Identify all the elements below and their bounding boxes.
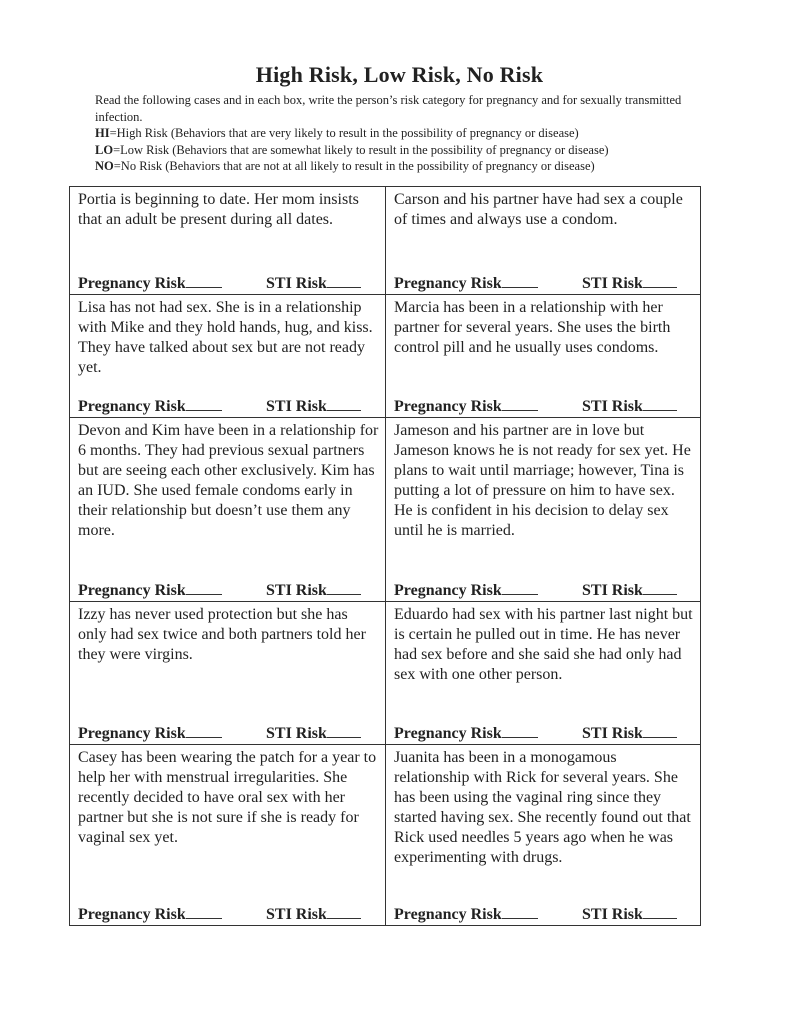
pregnancy-risk-label: Pregnancy Risk	[78, 398, 186, 415]
case-cell-izzy	[70, 602, 385, 744]
pregnancy-risk-blank[interactable]	[502, 398, 538, 411]
category-no-text: =No Risk (Behaviors that are not at all likely to result in the possibility of pregnancy or disease)	[113, 159, 595, 173]
case-cell-marcia	[385, 295, 700, 417]
pregnancy-risk-blank[interactable]	[186, 906, 222, 919]
risk-answer-line[interactable]	[78, 906, 381, 924]
case-row	[70, 294, 700, 417]
case-row	[70, 417, 700, 601]
pregnancy-risk-label: Pregnancy Risk	[78, 725, 186, 742]
risk-answer-line[interactable]	[78, 725, 381, 743]
sti-risk-blank[interactable]	[327, 582, 361, 595]
sti-risk-label: STI Risk	[582, 725, 643, 742]
pregnancy-risk-blank[interactable]	[186, 725, 222, 738]
case-text: Eduardo had sex with his partner last night but is certain he pulled out in time. He has never had sex before and she said she had only had sex with one other person.	[394, 606, 693, 683]
risk-answer-line[interactable]	[394, 906, 696, 924]
pregnancy-risk-blank[interactable]	[186, 582, 222, 595]
sti-risk-blank[interactable]	[327, 725, 361, 738]
sti-risk-label: STI Risk	[582, 275, 643, 292]
case-cell-portia	[70, 187, 385, 294]
risk-answer-line[interactable]	[78, 582, 381, 600]
case-text: Devon and Kim have been in a relationship for 6 months. They had previous sexual partners but are seeing each other exclusively. Kim has an IUD. She used female condoms early in their relationship but doesn’t use them any more.	[78, 422, 379, 539]
sti-risk-blank[interactable]	[643, 398, 677, 411]
sti-risk-blank[interactable]	[643, 275, 677, 288]
case-cell-casey	[70, 745, 385, 925]
sti-risk-blank[interactable]	[643, 725, 677, 738]
case-cell-juanita	[385, 745, 700, 925]
pregnancy-risk-label: Pregnancy Risk	[394, 582, 502, 599]
pregnancy-risk-blank[interactable]	[502, 582, 538, 595]
category-hi	[95, 125, 715, 142]
sti-risk-label: STI Risk	[582, 906, 643, 923]
sti-risk-label: STI Risk	[266, 398, 327, 415]
case-row	[70, 744, 700, 925]
case-text: Izzy has never used protection but she has only had sex twice and both partners told her they were virgins.	[78, 606, 366, 663]
case-cell-jameson	[385, 418, 700, 601]
case-cell-lisa	[70, 295, 385, 417]
category-lo-code: LO	[95, 142, 114, 157]
category-no	[95, 158, 715, 175]
pregnancy-risk-label: Pregnancy Risk	[78, 582, 186, 599]
pregnancy-risk-label: Pregnancy Risk	[78, 906, 186, 923]
pregnancy-risk-label: Pregnancy Risk	[78, 275, 186, 292]
instructions-intro: Read the following cases and in each box, write the person’s risk category for pregnancy and for sexually transmitted infection.	[95, 93, 682, 124]
case-row	[70, 601, 700, 744]
case-text: Jameson and his partner are in love but Jameson knows he is not ready for sex yet. He plans to wait until marriage; however, Tina is putting a lot of pressure on him to have sex. He is confident in his decision to delay sex until he is married.	[394, 422, 691, 539]
pregnancy-risk-blank[interactable]	[186, 275, 222, 288]
risk-answer-line[interactable]	[394, 582, 696, 600]
category-hi-code: HI	[95, 126, 110, 140]
sti-risk-label: STI Risk	[582, 582, 643, 599]
sti-risk-blank[interactable]	[643, 582, 677, 595]
category-lo-text: =Low Risk (Behaviors that are somewhat likely to result in the possibility of pregnancy or disease)	[113, 142, 609, 157]
category-lo	[95, 142, 715, 159]
sti-risk-label: STI Risk	[266, 906, 327, 923]
case-text: Lisa has not had sex. She is in a relationship with Mike and they hold hands, hug, and kiss. They have talked about sex but are not ready yet.	[78, 299, 373, 376]
sti-risk-blank[interactable]	[327, 275, 361, 288]
pregnancy-risk-label: Pregnancy Risk	[394, 275, 502, 292]
pregnancy-risk-blank[interactable]	[502, 725, 538, 738]
worksheet-title: High Risk, Low Risk, No Risk	[255, 62, 544, 87]
case-text: Marcia has been in a relationship with her partner for several years. She uses the birth control pill and he usually uses condoms.	[394, 299, 671, 356]
sti-risk-label: STI Risk	[266, 725, 327, 742]
pregnancy-risk-label: Pregnancy Risk	[394, 725, 502, 742]
pregnancy-risk-label: Pregnancy Risk	[394, 398, 502, 415]
sti-risk-blank[interactable]	[643, 906, 677, 919]
sti-risk-label: STI Risk	[582, 398, 643, 415]
sti-risk-label: STI Risk	[266, 275, 327, 292]
case-text: Casey has been wearing the patch for a year to help her with menstrual irregularities. She recently decided to have oral sex with her partner but she is not sure if she is ready for vaginal sex yet.	[78, 749, 377, 846]
risk-answer-line[interactable]	[78, 398, 381, 416]
pregnancy-risk-blank[interactable]	[186, 398, 222, 411]
case-row	[70, 187, 700, 294]
instructions	[95, 92, 715, 175]
case-grid	[69, 186, 701, 926]
risk-answer-line[interactable]	[78, 275, 381, 293]
sti-risk-blank[interactable]	[327, 906, 361, 919]
case-text: Carson and his partner have had sex a couple of times and always use a condom.	[394, 191, 683, 228]
sti-risk-label: STI Risk	[266, 582, 327, 599]
category-no-code: NO	[95, 159, 114, 173]
case-cell-eduardo	[385, 602, 700, 744]
case-cell-devon-kim	[70, 418, 385, 601]
case-cell-carson	[385, 187, 700, 294]
category-hi-text: =High Risk (Behaviors that are very likely to result in the possibility of pregnancy or disease)	[109, 126, 579, 140]
pregnancy-risk-label: Pregnancy Risk	[394, 906, 502, 923]
risk-answer-line[interactable]	[394, 275, 696, 293]
pregnancy-risk-blank[interactable]	[502, 906, 538, 919]
sti-risk-blank[interactable]	[327, 398, 361, 411]
pregnancy-risk-blank[interactable]	[502, 275, 538, 288]
risk-answer-line[interactable]	[394, 398, 696, 416]
case-text: Juanita has been in a monogamous relationship with Rick for several years. She has been using the vaginal ring since they started having sex. She recently found out that Rick used needles 5 years ago when he was experimenting with drugs.	[394, 749, 691, 866]
risk-answer-line[interactable]	[394, 725, 696, 743]
case-text: Portia is beginning to date. Her mom insists that an adult be present during all dates.	[78, 191, 359, 228]
